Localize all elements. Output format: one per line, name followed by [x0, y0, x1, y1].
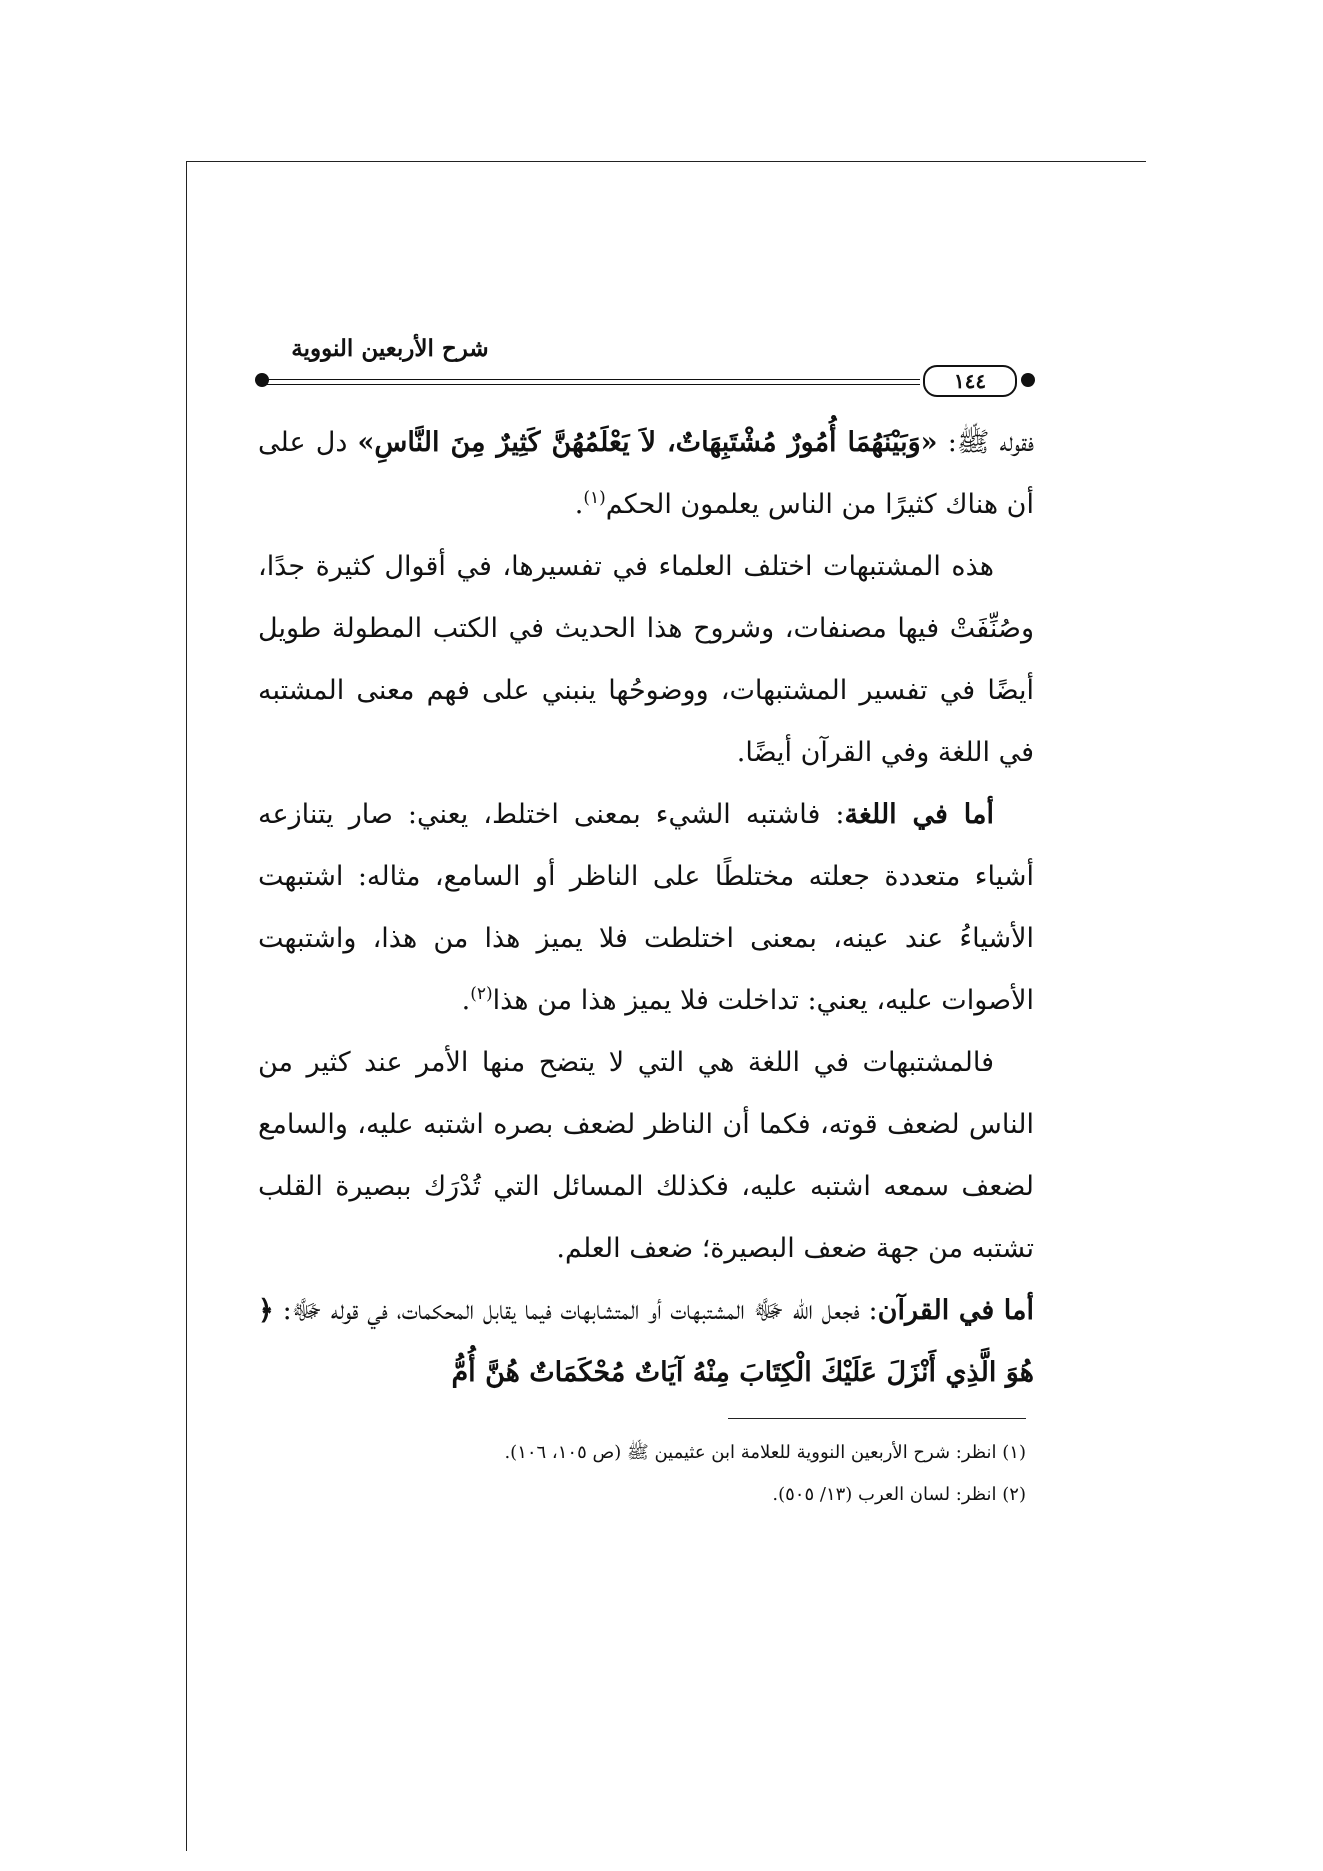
header-ornament-dot — [1021, 373, 1035, 387]
header-ornament-dot — [255, 373, 269, 387]
running-title: شرح الأربعين النووية — [291, 335, 489, 362]
page-number: ١٤٤ — [923, 365, 1017, 397]
header-rule-thin — [265, 384, 920, 385]
paragraph-text: دل على أن هناك كثيرًا من الناس يعلمون الحكم — [258, 427, 1034, 520]
paragraph-1: فقوله ﷺ: «وَبَيْنَهُمَا أُمُورٌ مُشْتَبِهَاتٌ، لاَ يَعْلَمُهُنَّ كَثِيرٌ مِنَ النَّاسِ» دل على أن هناك كثيرًا من الناس يعلمون الحكم$^{(١)}$. — [258, 427, 1035, 520]
paragraph-4: فالمشتبهات في اللغة هي التي لا يتضح منها الأمر عند كثير من الناس لضعف قوته، فكما أن الناظر لضعف بصره اشتبه عليه، والسامع لضعف سمعه اشتبه عليه، فكذلك المسائل التي تُدْرَك ببصيرة القلب تشتبه من جهة ضعف البصيرة؛ ضعف العلم. — [258, 1047, 1034, 1264]
hadith-quote: «وَبَيْنَهُمَا أُمُورٌ مُشْتَبِهَاتٌ، لاَ يَعْلَمُهُنَّ كَثِيرٌ مِنَ النَّاسِ» — [357, 427, 938, 458]
footnote-2: (٢) انظر: لسان العرب (١٣/ ٥٠٥). — [772, 1484, 1026, 1505]
page-frame-top — [186, 161, 1146, 162]
footnote-ref-2[interactable]: (٢) — [470, 984, 493, 1004]
footnote-1: (١) انظر: شرح الأربعين النووية للعلامة ابن عثيمين ﷺ (ص ١٠٥، ١٠٦). — [504, 1442, 1026, 1463]
paragraph-5 — [258, 1280, 1034, 1404]
section-heading-quran: أما في القرآن — [877, 1295, 1035, 1326]
paragraph-2: هذه المشتبهات اختلف العلماء في تفسيرها، في أقوال كثيرة جدًا، وصُنِّفَتْ فيها مصنفات، وشروح هذا الحديث في الكتب المطولة طويل أيضًا في تفسير المشتبهات، ووضوحُها ينبني على فهم معنى المشتبه في اللغة وفي القرآن أيضًا. — [258, 551, 1034, 768]
main-text — [258, 412, 1034, 1404]
footnote-ref-1[interactable]: (١) — [583, 488, 606, 508]
paragraph-text: : فاشتبه الشيء بمعنى اختلط، يعني: صار يتنازعه أشياء متعددة جعلته مختلطًا على الناظر أو السامع، مثاله: اشتبهت الأشياءُ عند عينه، بمعنى اختلطت فلا يميز هذا من هذا، واشتبهت الأصوات عليه، يعني: تداخلت فلا يميز هذا من هذا — [258, 799, 1034, 1016]
footnotes — [400, 1432, 1026, 1516]
page-frame-left — [186, 161, 187, 1851]
paragraph-text: : فجعل الله ﷻ المشتبهات أو المتشابهات فيما يقابل المحكمات، في قوله ﷻ: — [273, 1295, 878, 1326]
section-heading-language: أما في اللغة — [844, 799, 994, 830]
quran-verse: ﴿ هُوَ الَّذِي أَنْزَلَ عَلَيْكَ الْكِتَابَ مِنْهُ آيَاتٌ مُحْكَمَاتٌ هُنَّ أُمُّ — [258, 1295, 1034, 1388]
header-rule — [265, 379, 920, 380]
page-header — [255, 335, 1035, 395]
paragraph-lead: فقوله ﷺ: — [937, 427, 1035, 458]
paragraph-3: أما في اللغة: فاشتبه الشيء بمعنى اختلط، يعني: صار يتنازعه أشياء متعددة جعلته مختلطًا على الناظر أو السامع، مثاله: اشتبهت الأشياءُ عند عينه، بمعنى اختلطت فلا يميز هذا من هذا، واشتبهت الأصوات عليه، يعني: تداخلت فلا يميز هذا من هذا$^{(٢)}$. — [258, 799, 1034, 1016]
footnote-separator — [728, 1418, 1026, 1419]
